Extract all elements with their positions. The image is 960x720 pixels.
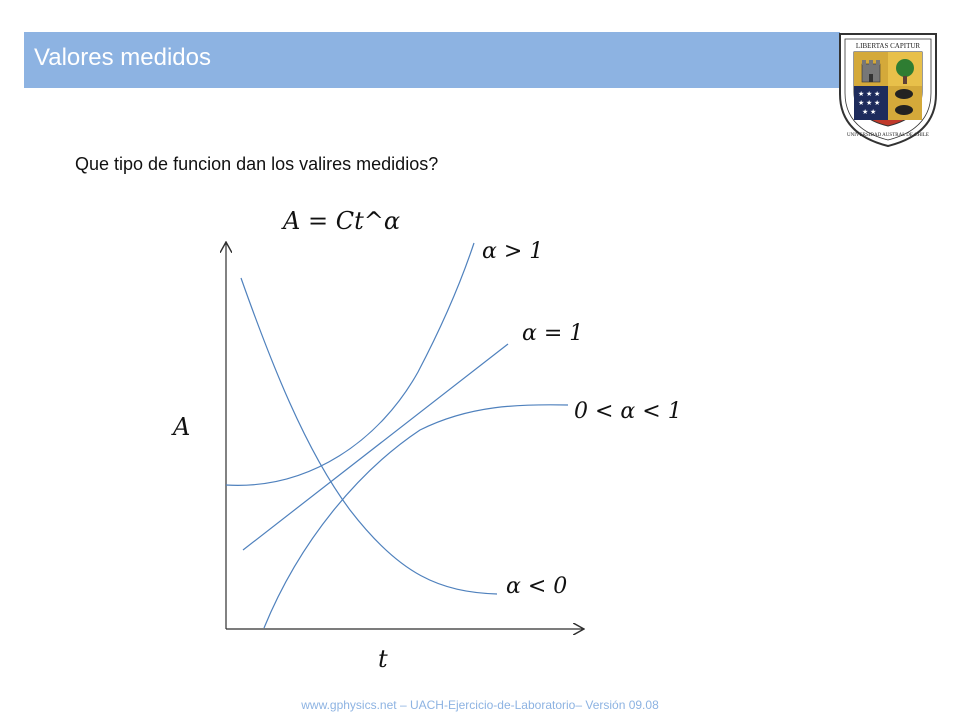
svg-text:★: ★ [870, 108, 877, 116]
question-text: Que tipo de funcion dan los valires medidios? [75, 154, 439, 174]
slide-title: Valores medidos [34, 44, 211, 71]
label-alpha-lt-0: α < 0 [506, 574, 568, 599]
svg-text:★: ★ [862, 108, 869, 116]
svg-text:★: ★ [874, 99, 881, 107]
svg-text:★: ★ [874, 90, 881, 98]
x-axis-label: t [378, 645, 388, 673]
y-axis-label: A [173, 413, 191, 441]
curve-alpha-lt-0 [241, 278, 497, 594]
curve-alpha-eq-1 [243, 344, 508, 550]
logo-ring-text: UNIVERSIDAD AUSTRAL DE CHILE [847, 133, 929, 138]
footer-text: www.gphysics.net – UACH-Ejercicio-de-Laboratorio– Versión 09.08 [301, 698, 659, 712]
svg-text:★: ★ [858, 99, 865, 107]
label-alpha-gt-1: α > 1 [482, 239, 544, 264]
svg-text:★: ★ [866, 90, 873, 98]
svg-text:★: ★ [866, 99, 873, 107]
curve-alpha-gt-1 [226, 243, 474, 485]
formula-label: A = Ct^α [283, 207, 401, 235]
label-alpha-eq-1: α = 1 [522, 321, 584, 346]
label-alpha-between-0-1: 0 < α < 1 [574, 399, 682, 424]
logo-motto: LIBERTAS CAPITUR [855, 42, 921, 50]
svg-text:★: ★ [858, 90, 865, 98]
